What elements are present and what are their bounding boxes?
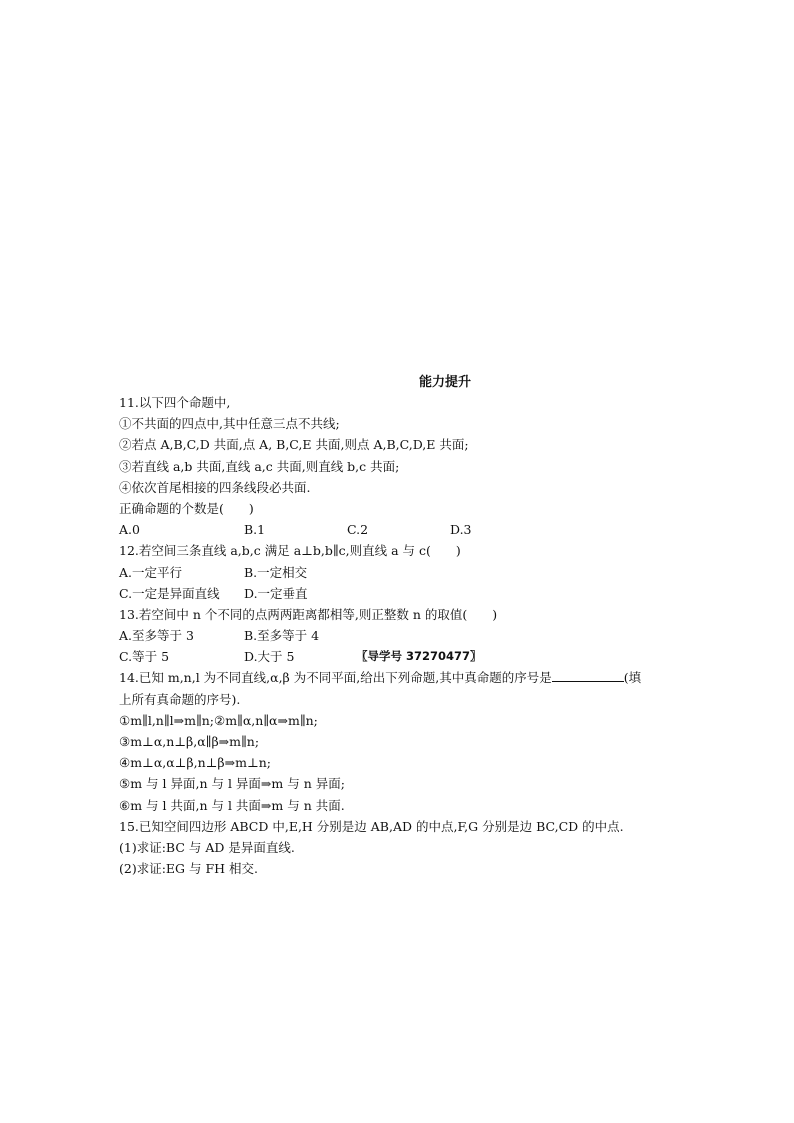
q11-option-c: C.2 xyxy=(347,522,369,538)
q13-stem: 13.若空间中 n 个不同的点两两距离都相等,则正整数 n 的取值( ) xyxy=(119,606,498,622)
q14-stem-line-2: 上所有真命题的序号). xyxy=(119,691,241,707)
q14-item-1-2: ①m∥l,n∥l⇒m∥n;②m∥α,n∥α⇒m∥n; xyxy=(119,712,318,728)
q13-option-c: C.等于 5 xyxy=(119,649,170,665)
q14-item-6: ⑥m 与 l 共面,n 与 l 共面⇒m 与 n 共面. xyxy=(119,797,345,813)
q12-options-row-1 xyxy=(119,562,689,583)
question-15 xyxy=(119,816,689,880)
question-13 xyxy=(119,604,689,668)
q13-options-row-1 xyxy=(119,625,689,646)
q13-option-b: B.至多等于 4 xyxy=(244,628,320,644)
q12-stem: 12.若空间三条直线 a,b,c 满足 a⊥b,b∥c,则直线 a 与 c( ) xyxy=(119,543,461,559)
q13-option-d: D.大于 5 xyxy=(244,649,295,665)
question-11 xyxy=(119,392,689,540)
q11-options xyxy=(119,519,689,540)
question-14 xyxy=(119,667,689,815)
q11-item-1: ①不共面的四点中,其中任意三点不共线; xyxy=(119,416,340,432)
q11-option-d: D.3 xyxy=(450,522,472,538)
q11-stem: 11.以下四个命题中, xyxy=(119,395,231,410)
q11-item-2: ②若点 A,B,C,D 共面,点 A, B,C,E 共面,则点 A,B,C,D,E 共面; xyxy=(119,437,469,453)
q14-stem-after: (填 xyxy=(623,670,642,686)
q11-item-3: ③若直线 a,b 共面,直线 a,c 共面,则直线 b,c 共面; xyxy=(119,458,400,474)
question-12 xyxy=(119,540,689,604)
q14-stem xyxy=(119,667,689,688)
q14-stem-before: 14.已知 m,n,l 为不同直线,α,β 为不同平面,给出下列命题,其中真命题的序号是 xyxy=(119,670,552,686)
q12-option-b: B.一定相交 xyxy=(244,564,308,580)
q11-question: 正确命题的个数是( ) xyxy=(119,500,254,516)
question-list xyxy=(119,392,689,879)
section-title: 能力提升 xyxy=(418,375,471,390)
q13-option-a: A.至多等于 3 xyxy=(119,628,194,644)
q12-option-d: D.一定垂直 xyxy=(244,585,308,601)
q12-options-row-2 xyxy=(119,583,689,604)
q14-item-5: ⑤m 与 l 异面,n 与 l 异面⇒m 与 n 异面; xyxy=(119,776,345,792)
q13-options-row-2 xyxy=(119,646,689,667)
q15-part-2: (2)求证:EG 与 FH 相交. xyxy=(119,861,258,877)
q11-option-b: B.1 xyxy=(244,522,266,538)
q11-item-4: ④依次首尾相接的四条线段必共面. xyxy=(119,479,311,495)
q12-option-c: C.一定是异面直线 xyxy=(119,585,220,601)
q11-option-a: A.0 xyxy=(119,522,140,538)
q15-stem: 15.已知空间四边形 ABCD 中,E,H 分别是边 AB,AD 的中点,F,G 分别是边 BC,CD 的中点. xyxy=(119,818,624,834)
q14-item-3: ③m⊥α,n⊥β,α∥β⇒m∥n; xyxy=(119,734,260,749)
q12-option-a: A.一定平行 xyxy=(119,564,183,580)
q14-answer-blank xyxy=(552,667,624,682)
q15-part-1: (1)求证:BC 与 AD 是异面直线. xyxy=(119,839,295,855)
q14-item-4: ④m⊥α,α⊥β,n⊥β⇒m⊥n; xyxy=(119,755,272,771)
q13-guide-number: 〖导学号 37270477〗 xyxy=(356,649,482,664)
